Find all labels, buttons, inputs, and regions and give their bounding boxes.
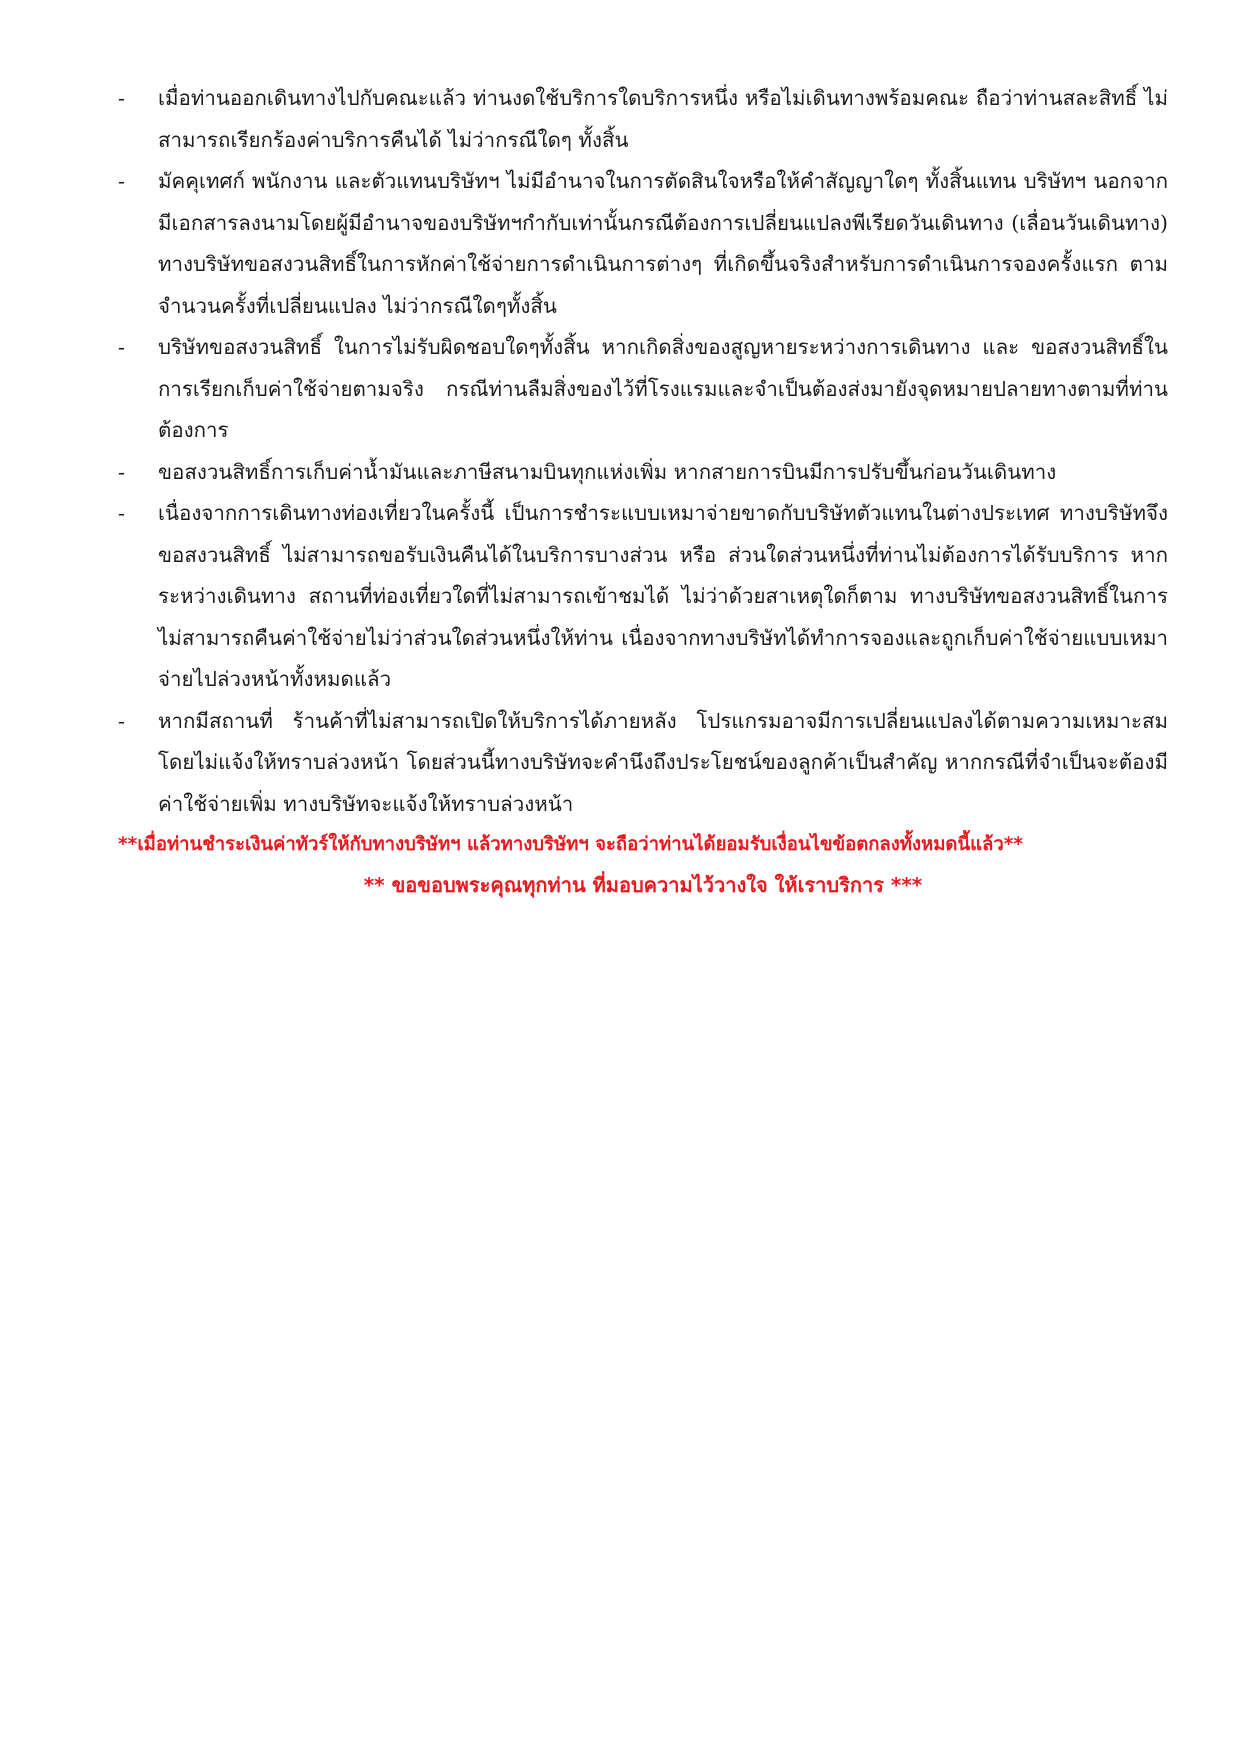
- terms-list: [118, 78, 1168, 825]
- term-text: มัคคุเทศก์ พนักงาน และตัวแทนบริษัทฯ ไม่มีอำนาจในการตัดสินใจหรือให้คำสัญญาใดๆ ทั้งสิ้นแทน บริษัทฯ นอกจากมีเอกสารลงนามโดยผู้มีอำนาจของบริษัทฯกำกับเท่านั้นกรณีต้องการเปลี่ยนแปลงพีเรียดวันเดินทาง (เลื่อนวันเดินทาง) ทางบริษัทขอสงวนสิทธิ์ในการหักค่าใช้จ่ายการดำเนินการต่างๆ ที่เกิดขึ้นจริงสำหรับการดำเนินการจองครั้งแรก ตามจำนวนครั้งที่เปลี่ยนแปลง ไม่ว่ากรณีใดๆทั้งสิ้น: [158, 169, 1168, 318]
- term-item-6: [118, 701, 1168, 826]
- term-text: หากมีสถานที่ ร้านค้าที่ไม่สามารถเปิดให้บริการได้ภายหลัง โปรแกรมอาจมีการเปลี่ยนแปลงได้ตามความเหมาะสม โดยไม่แจ้งให้ทราบล่วงหน้า โดยส่วนนี้ทางบริษัทจะคำนึงถึงประโยชน์ของลูกค้าเป็นสำคัญ หากกรณีที่จำเป็นจะต้องมีค่าใช้จ่ายเพิ่ม ทางบริษัทจะแจ้งให้ทราบล่วงหน้า: [158, 708, 1168, 816]
- bullet-dash: -: [118, 501, 125, 525]
- term-text: ขอสงวนสิทธิ์การเก็บค่าน้ำมันและภาษีสนามบินทุกแห่งเพิ่ม หากสายการบินมีการปรับขึ้นก่อนวันเดินทาง: [158, 459, 1057, 484]
- bullet-dash: -: [118, 169, 125, 193]
- term-item-3: [118, 327, 1168, 452]
- term-item-1: [118, 78, 1168, 161]
- bullet-dash: -: [118, 86, 125, 110]
- acceptance-notice: **เมื่อท่านชำระเงินค่าทัวร์ให้กับทางบริษัทฯ แล้วทางบริษัทฯ จะถือว่าท่านได้ยอมรับเงื่อนไขข้อตกลงทั้งหมดนี้แล้ว**: [118, 834, 1024, 855]
- term-text: เมื่อท่านออกเดินทางไปกับคณะแล้ว ท่านงดใช้บริการใดบริการหนึ่ง หรือไม่เดินทางพร้อมคณะ ถือว่าท่านสละสิทธิ์ ไม่สามารถเรียกร้องค่าบริการคืนได้ ไม่ว่ากรณีใดๆ ทั้งสิ้น: [158, 86, 1168, 152]
- term-text: เนื่องจากการเดินทางท่องเที่ยวในครั้งนี้ เป็นการชำระแบบเหมาจ่ายขาดกับบริษัทตัวแทนในต่างประเทศ ทางบริษัทจึงขอสงวนสิทธิ์ ไม่สามารถขอรับเงินคืนได้ในบริการบางส่วน หรือ ส่วนใดส่วนหนึ่งที่ท่านไม่ต้องการได้รับบริการ หากระหว่างเดินทาง สถานที่ท่องเที่ยวใดที่ไม่สามารถเข้าชมได้ ไม่ว่าด้วยสาเหตุใดก็ตาม ทางบริษัทขอสงวนสิทธิ์ในการไม่สามารถคืนค่าใช้จ่ายไม่ว่าส่วนใดส่วนหนึ่งให้ท่าน เนื่องจากทางบริษัทได้ทำการจองและถูกเก็บค่าใช้จ่ายแบบเหมาจ่ายไปล่วงหน้าทั้งหมดแล้ว: [158, 501, 1168, 691]
- term-item-5: [118, 493, 1168, 701]
- bullet-dash: -: [118, 335, 125, 359]
- thank-you-note: ** ขอขอบพระคุณทุกท่าน ที่มอบความไว้วางใจ ให้เราบริการ ***: [363, 873, 923, 897]
- term-item-4: [118, 452, 1168, 494]
- term-text: บริษัทขอสงวนสิทธิ์ ในการไม่รับผิดชอบใดๆทั้งสิ้น หากเกิดสิ่งของสูญหายระหว่างการเดินทาง และ ขอสงวนสิทธิ์ในการเรียกเก็บค่าใช้จ่ายตามจริง กรณีท่านลืมสิ่งของไว้ที่โรงแรมและจำเป็นต้องส่งมายังจุดหมายปลายทางตามที่ท่านต้องการ: [158, 335, 1168, 442]
- terms-content: [118, 78, 1168, 905]
- term-item-2: [118, 161, 1168, 327]
- bullet-dash: -: [118, 459, 125, 484]
- bullet-dash: -: [118, 708, 125, 733]
